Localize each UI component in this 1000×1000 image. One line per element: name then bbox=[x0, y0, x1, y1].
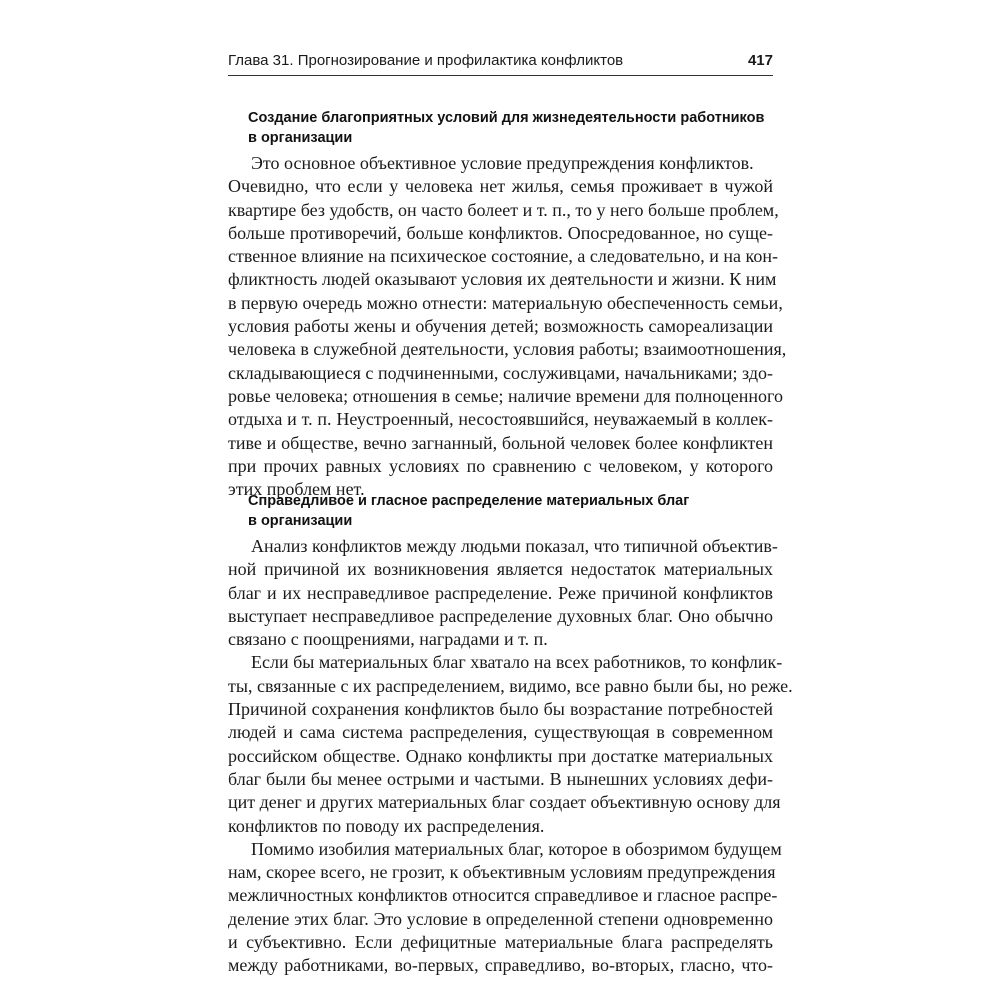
paragraph-line: Если бы материальных благ хватало на всех работников, то конфлик- bbox=[251, 652, 783, 673]
heading-line: Справедливое и гласное распределение материальных благ bbox=[248, 493, 690, 509]
paragraph-line: благ были бы менее острыми и частыми. В нынешних условиях дефи- bbox=[228, 768, 773, 789]
section-heading-2 bbox=[248, 491, 768, 531]
paragraph-line: ственное влияние на психическое состояние, а следовательно, и на кон- bbox=[228, 246, 778, 267]
header-rule bbox=[228, 75, 773, 76]
paragraph-line: тиве и обществе, вечно загнанный, больной человек более конфликтен bbox=[228, 432, 773, 453]
paragraph-line: цит денег и других материальных благ создает объективную основу для bbox=[228, 792, 781, 813]
page-number: 417 bbox=[747, 52, 773, 69]
paragraph-line: условия работы жены и обучения детей; возможность самореализации bbox=[228, 316, 773, 337]
heading-line: Создание благоприятных условий для жизнедеятельности работников bbox=[248, 110, 765, 126]
paragraph-line: Причиной сохранения конфликтов было бы возрастание потребностей bbox=[228, 699, 773, 720]
paragraph-line: благ и их несправедливое распределение. Реже причиной конфликтов bbox=[228, 582, 773, 603]
paragraph-line: Это основное объективное условие предупреждения конфликтов. bbox=[251, 153, 754, 173]
paragraph-line: российском обществе. Однако конфликты при достатке материальных bbox=[228, 745, 773, 766]
section-body-1 bbox=[228, 152, 787, 501]
section-heading-1 bbox=[248, 108, 768, 148]
paragraph-line: человека в служебной деятельности, условия работы; взаимоотношения, bbox=[228, 339, 787, 360]
paragraph-line: ной причиной их возникновения является недостаток материальных bbox=[228, 559, 773, 580]
paragraph-line: людей и сама система распределения, существующая в современном bbox=[228, 722, 773, 743]
heading-line: в организации bbox=[248, 130, 353, 146]
paragraph-line: при прочих равных условиях по сравнению с человеком, у которого bbox=[228, 455, 773, 476]
paragraph-line: ты, связанные с их распределением, видимо, все равно были бы, но реже. bbox=[228, 675, 793, 696]
paragraph-line: этих проблем нет. bbox=[228, 479, 365, 500]
paragraph-line: квартире без удобств, он часто болеет и т. п., то у него больше проблем, bbox=[228, 199, 779, 220]
paragraph-line: Анализ конфликтов между людьми показал, что типичной объектив- bbox=[251, 536, 778, 556]
heading-line: в организации bbox=[248, 513, 353, 529]
paragraph-line: отдыха и т. п. Неустроенный, несостоявшийся, неуважаемый в коллек- bbox=[228, 409, 773, 430]
running-head bbox=[228, 52, 773, 76]
paragraph-line: нам, скорее всего, не грозит, к объективным условиям предупреждения bbox=[228, 862, 776, 883]
section-body-2 bbox=[228, 535, 793, 978]
paragraph-line: в первую очередь можно отнести: материальную обеспеченность семьи, bbox=[228, 292, 783, 313]
paragraph-line: и субъективно. Если дефицитные материальные блага распределять bbox=[228, 932, 773, 953]
paragraph-line: складывающиеся с подчиненными, сослуживцами, начальниками; здо- bbox=[228, 362, 773, 383]
paragraph-line: деление этих благ. Это условие в определенной степени одновременно bbox=[228, 908, 773, 929]
chapter-title: Глава 31. Прогнозирование и профилактика конфликтов bbox=[228, 52, 624, 69]
paragraph-line: выступает несправедливое распределение духовных благ. Оно обычно bbox=[228, 605, 773, 626]
paragraph-line: межличностных конфликтов относится справедливое и гласное распре- bbox=[228, 885, 778, 906]
paragraph-line: между работниками, во-первых, справедливо, во-вторых, гласно, что- bbox=[228, 955, 773, 976]
paragraph-line: фликтность людей оказывают условия их деятельности и жизни. К ним bbox=[228, 269, 777, 290]
paragraph-line: больше противоречий, больше конфликтов. Опосредованное, но суще- bbox=[228, 222, 773, 243]
paragraph-line: Очевидно, что если у человека нет жилья, семья проживает в чужой bbox=[228, 176, 773, 197]
paragraph-line: Помимо изобилия материальных благ, которое в обозримом будущем bbox=[251, 838, 782, 859]
paragraph-line: связано с поощрениями, наградами и т. п. bbox=[228, 629, 548, 650]
paragraph-line: конфликтов по поводу их распределения. bbox=[228, 815, 545, 836]
paragraph-line: ровье человека; отношения в семье; наличие времени для полноценного bbox=[228, 385, 783, 406]
